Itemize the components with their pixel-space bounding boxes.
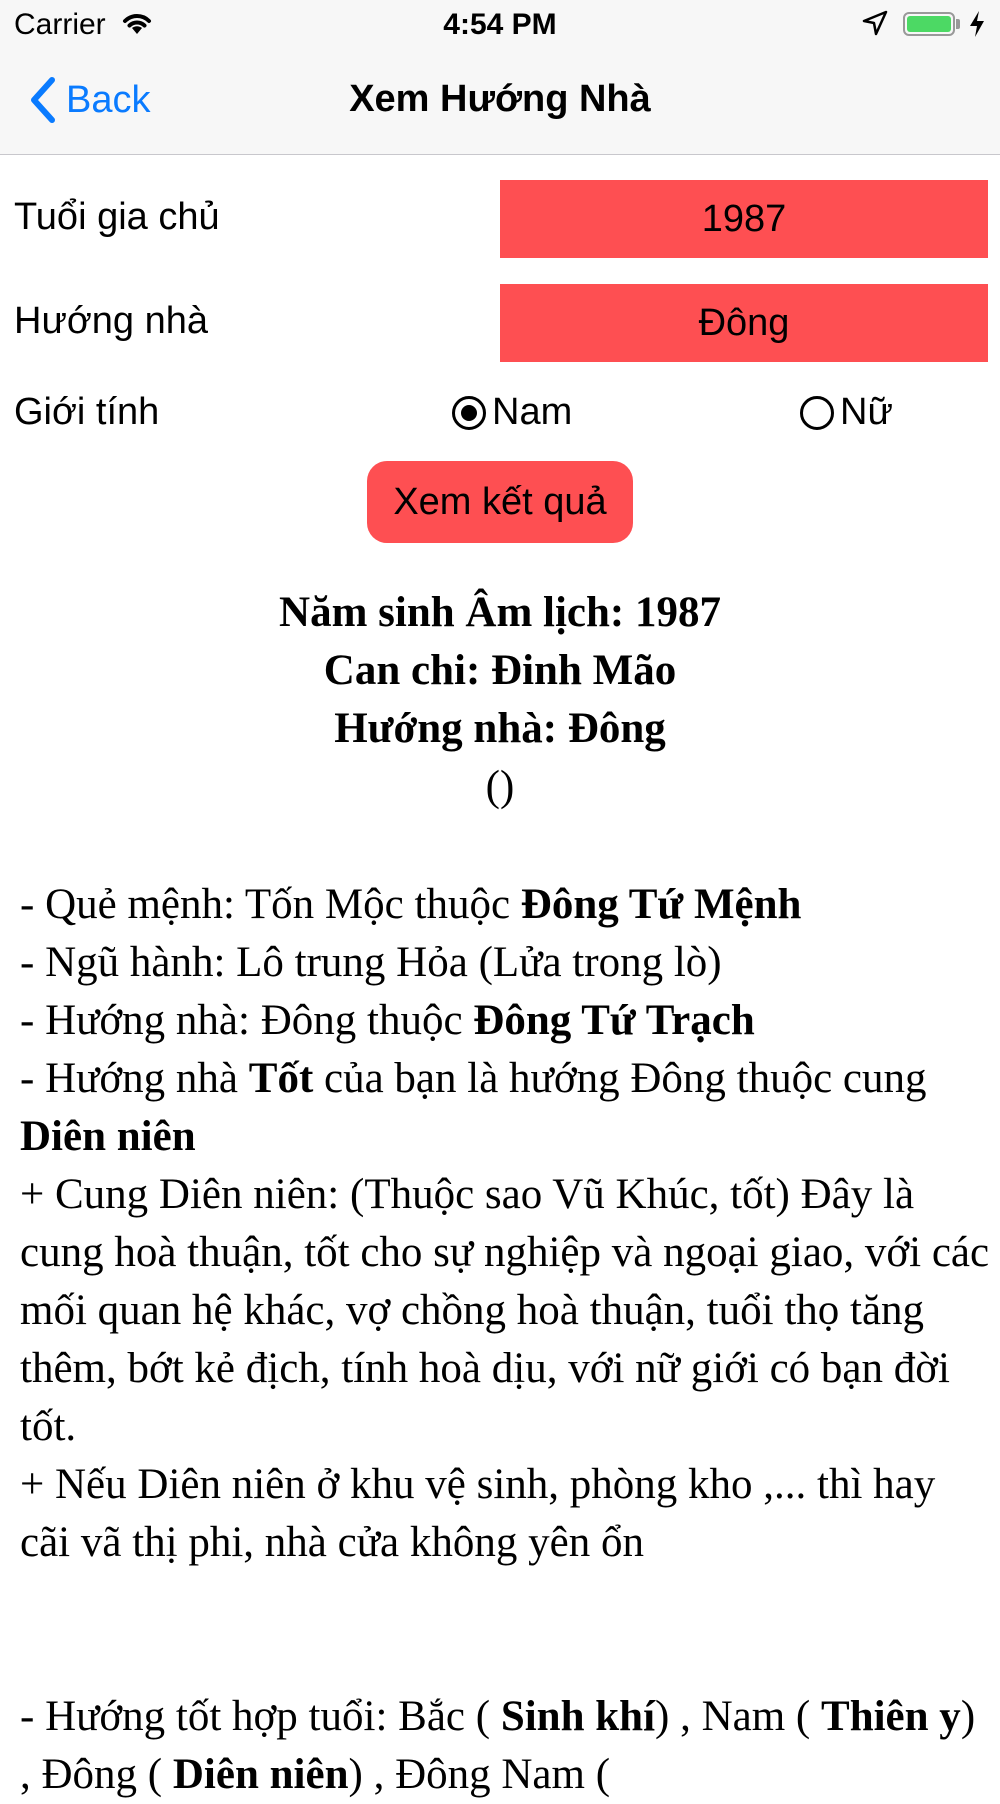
lunar-year: Năm sinh Âm lịch: 1987 [279,589,721,636]
navigation-bar [0,50,1000,155]
battery-tip [956,19,960,29]
direction-label: Hướng nhà [14,300,209,342]
view-result-button[interactable]: Xem kết quả [367,461,633,543]
radio-selected-icon [452,396,486,430]
page-title: Xem Hướng Nhà [349,78,651,120]
result-line: - Ngũ hành: Lô trung Hỏa (Lửa trong lò) [20,939,722,986]
gender-female-label: Nữ [840,391,893,433]
result-line: - Quẻ mệnh: Tốn Mộc thuộc Đông Tứ Mệnh [20,881,802,928]
result-line: + Nếu Diên niên ở khu vệ sinh, phòng kho ,... thì hay cãi vã thị phi, nhà cửa không yên ổn [20,1461,936,1566]
can-chi: Can chi: Đinh Mão [323,647,677,694]
age-field[interactable]: 1987 [500,180,988,258]
back-label: Back [66,78,151,121]
charging-bolt-icon [968,10,986,43]
status-time: 4:54 PM [443,8,557,41]
battery-level [907,16,951,32]
radio-unselected-icon [800,396,834,430]
result-line: - Hướng nhà Tốt của bạn là hướng Đông thuộc cung Diên niên [20,1055,927,1160]
gender-male-radio[interactable] [452,391,572,434]
gender-male-label: Nam [492,391,573,433]
gender-label: Giới tính [14,391,160,433]
battery-icon [903,12,955,36]
result-body [20,876,990,1804]
result-direction: Hướng nhà: Đông [334,705,666,752]
status-bar [0,0,1000,50]
age-label: Tuổi gia chủ [14,196,220,238]
empty-parens: () [485,763,515,810]
gender-female-radio[interactable] [800,391,893,434]
result-summary [0,584,1000,816]
carrier-label: Carrier [14,8,106,41]
direction-field[interactable]: Đông [500,284,988,362]
spacer [20,1572,990,1688]
result-line: - Hướng nhà: Đông thuộc Đông Tứ Trạch [20,997,755,1044]
result-line: - Hướng tốt hợp tuổi: Bắc ( Sinh khí) , Nam ( Thiên y) , Đông ( Diên niên) , Đông Nam ( [20,1693,976,1798]
location-arrow-icon [862,10,888,41]
result-line: + Cung Diên niên: (Thuộc sao Vũ Khúc, tốt) Đây là cung hoà thuận, tốt cho sự nghiệp và ngoại giao, với các mối quan hệ khác, vợ chồng hoà thuận, tuổi thọ tăng thêm, bớt kẻ địch, tính hoà dịu, với nữ giới có bạn đời tốt. [20,1171,990,1450]
